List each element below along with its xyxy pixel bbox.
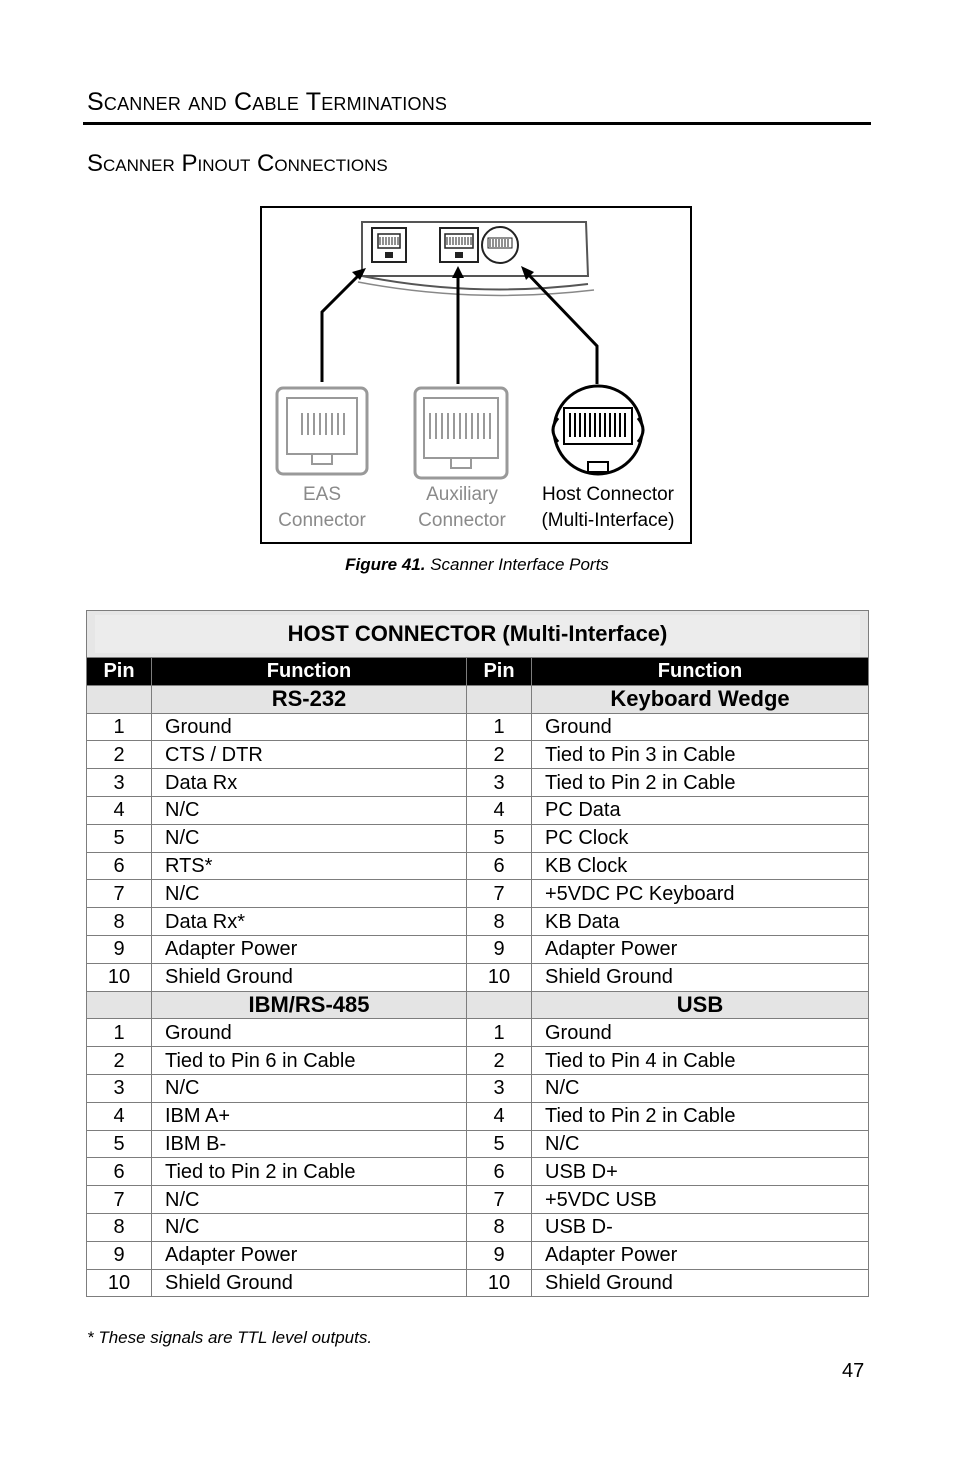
function-cell: Tied to Pin 2 in Cable xyxy=(152,1158,467,1186)
pin-cell: 5 xyxy=(87,824,152,852)
table-row xyxy=(87,963,869,991)
pin-cell: 4 xyxy=(87,1102,152,1130)
pin-cell: 9 xyxy=(87,935,152,963)
function-cell: Tied to Pin 6 in Cable xyxy=(152,1047,467,1075)
function-cell: Ground xyxy=(532,1019,869,1047)
function-cell: Adapter Power xyxy=(152,1241,467,1269)
table-row xyxy=(87,1213,869,1241)
scanner-eas-port-icon xyxy=(372,228,406,262)
figure-number: Figure 41. xyxy=(345,555,426,574)
table-row xyxy=(87,741,869,769)
host-connector-label: Host Connector (Multi-Interface) xyxy=(541,484,675,531)
function-cell: Adapter Power xyxy=(532,935,869,963)
pin-cell: 6 xyxy=(87,852,152,880)
function-cell: USB D- xyxy=(532,1213,869,1241)
function-cell: Ground xyxy=(152,713,467,741)
function-cell: Tied to Pin 2 in Cable xyxy=(532,1102,869,1130)
page-number: 47 xyxy=(842,1360,865,1382)
table-row xyxy=(87,796,869,824)
host-connector-icon xyxy=(553,386,643,474)
table-row xyxy=(87,908,869,936)
table-row xyxy=(87,824,869,852)
pin-cell: 10 xyxy=(87,1269,152,1297)
table-row xyxy=(87,1019,869,1047)
pin-cell: 4 xyxy=(87,796,152,824)
header-function: Function xyxy=(532,658,869,686)
function-cell: N/C xyxy=(152,796,467,824)
pin-cell: 8 xyxy=(87,908,152,936)
pin-cell: 2 xyxy=(87,1047,152,1075)
function-cell: KB Data xyxy=(532,908,869,936)
function-cell: CTS / DTR xyxy=(152,741,467,769)
table-header-row xyxy=(87,658,869,686)
eas-connector-label: EAS Connector xyxy=(278,484,366,531)
function-cell: PC Clock xyxy=(532,824,869,852)
pin-cell: 3 xyxy=(87,769,152,797)
pin-cell: 3 xyxy=(87,1074,152,1102)
function-cell: Tied to Pin 2 in Cable xyxy=(532,769,869,797)
pin-cell: 4 xyxy=(467,796,532,824)
function-cell: N/C xyxy=(152,1186,467,1214)
function-cell: PC Data xyxy=(532,796,869,824)
function-cell: RTS* xyxy=(152,852,467,880)
pin-cell: 2 xyxy=(467,741,532,769)
pin-cell: 10 xyxy=(87,963,152,991)
section-pin-blank xyxy=(87,685,152,713)
section-pin-blank xyxy=(467,991,532,1019)
section-title-left: RS-232 xyxy=(152,685,467,713)
function-cell: Shield Ground xyxy=(152,1269,467,1297)
pin-cell: 5 xyxy=(467,824,532,852)
section-title-right: Keyboard Wedge xyxy=(532,685,869,713)
pin-cell: 5 xyxy=(87,1130,152,1158)
function-cell: Ground xyxy=(532,713,869,741)
pin-cell: 3 xyxy=(467,769,532,797)
pin-cell: 8 xyxy=(87,1213,152,1241)
scanner-host-port-icon xyxy=(482,227,518,263)
table-row xyxy=(87,1269,869,1297)
table-row xyxy=(87,1074,869,1102)
pin-cell: 7 xyxy=(87,880,152,908)
pin-cell: 6 xyxy=(87,1158,152,1186)
pin-cell: 8 xyxy=(467,1213,532,1241)
table-title-row xyxy=(87,611,869,658)
auxiliary-connector-icon xyxy=(415,388,507,478)
table-row xyxy=(87,880,869,908)
function-cell: N/C xyxy=(152,1074,467,1102)
pin-cell: 2 xyxy=(467,1047,532,1075)
function-cell: KB Clock xyxy=(532,852,869,880)
table-row xyxy=(87,1158,869,1186)
function-cell: N/C xyxy=(152,824,467,852)
table-row xyxy=(87,1102,869,1130)
table-row xyxy=(87,1186,869,1214)
function-cell: Tied to Pin 4 in Cable xyxy=(532,1047,869,1075)
function-cell: Shield Ground xyxy=(152,963,467,991)
pin-cell: 10 xyxy=(467,963,532,991)
section-header-row xyxy=(87,991,869,1019)
pin-cell: 1 xyxy=(87,713,152,741)
function-cell: IBM A+ xyxy=(152,1102,467,1130)
function-cell: Data Rx* xyxy=(152,908,467,936)
function-cell: Ground xyxy=(152,1019,467,1047)
table-title: HOST CONNECTOR (Multi-Interface) xyxy=(95,615,860,653)
pin-cell: 1 xyxy=(467,1019,532,1047)
pin-cell: 6 xyxy=(467,852,532,880)
scanner-aux-port-icon xyxy=(440,228,478,262)
function-cell: Data Rx xyxy=(152,769,467,797)
pin-cell: 2 xyxy=(87,741,152,769)
header-pin: Pin xyxy=(87,658,152,686)
function-cell: N/C xyxy=(152,1213,467,1241)
table-row xyxy=(87,713,869,741)
pin-cell: 9 xyxy=(467,1241,532,1269)
eas-connector-icon xyxy=(277,388,367,474)
pin-cell: 9 xyxy=(87,1241,152,1269)
pin-cell: 3 xyxy=(467,1074,532,1102)
pin-cell: 9 xyxy=(467,935,532,963)
pin-cell: 6 xyxy=(467,1158,532,1186)
host-connector-pinout-table xyxy=(86,610,869,1297)
section-subtitle: Scanner Pinout Connections xyxy=(87,150,388,177)
auxiliary-connector-label: Auxiliary Connector xyxy=(418,484,506,531)
section-header-row xyxy=(87,685,869,713)
header-pin: Pin xyxy=(467,658,532,686)
header-function: Function xyxy=(152,658,467,686)
function-cell: USB D+ xyxy=(532,1158,869,1186)
pin-cell: 4 xyxy=(467,1102,532,1130)
table-row xyxy=(87,769,869,797)
footnote: * These signals are TTL level outputs. xyxy=(87,1328,373,1347)
table-row xyxy=(87,935,869,963)
function-cell: IBM B- xyxy=(152,1130,467,1158)
section-pin-blank xyxy=(87,991,152,1019)
figure-caption-text: Scanner Interface Ports xyxy=(425,555,609,574)
table-row xyxy=(87,1130,869,1158)
pin-cell: 7 xyxy=(467,1186,532,1214)
table-row xyxy=(87,852,869,880)
function-cell: N/C xyxy=(532,1130,869,1158)
section-pin-blank xyxy=(467,685,532,713)
section-title-left: IBM/RS-485 xyxy=(152,991,467,1019)
function-cell: N/C xyxy=(152,880,467,908)
table-row xyxy=(87,1241,869,1269)
function-cell: Shield Ground xyxy=(532,963,869,991)
function-cell: N/C xyxy=(532,1074,869,1102)
function-cell: Tied to Pin 3 in Cable xyxy=(532,741,869,769)
function-cell: Adapter Power xyxy=(152,935,467,963)
function-cell: +5VDC USB xyxy=(532,1186,869,1214)
scanner-ports-figure xyxy=(260,206,692,544)
pin-cell: 1 xyxy=(467,713,532,741)
title-rule xyxy=(83,122,871,125)
section-title-right: USB xyxy=(532,991,869,1019)
pin-cell: 1 xyxy=(87,1019,152,1047)
section-title: Scanner and Cable Terminations xyxy=(87,88,448,116)
table-row xyxy=(87,1047,869,1075)
pin-cell: 7 xyxy=(467,880,532,908)
figure-caption xyxy=(0,555,954,575)
function-cell: Shield Ground xyxy=(532,1269,869,1297)
pin-cell: 10 xyxy=(467,1269,532,1297)
pin-cell: 8 xyxy=(467,908,532,936)
pin-cell: 5 xyxy=(467,1130,532,1158)
pin-cell: 7 xyxy=(87,1186,152,1214)
connector-arrows xyxy=(322,272,597,384)
function-cell: Adapter Power xyxy=(532,1241,869,1269)
function-cell: +5VDC PC Keyboard xyxy=(532,880,869,908)
